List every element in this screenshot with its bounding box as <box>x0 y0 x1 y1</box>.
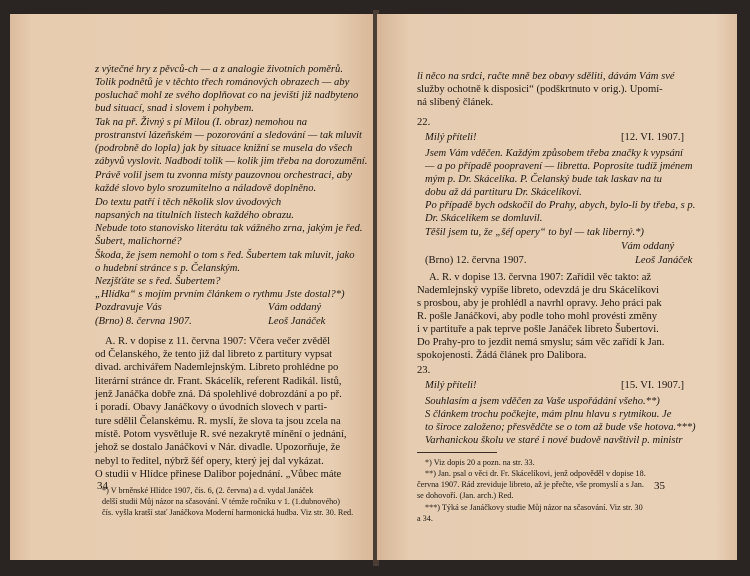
text-line: i poradí. Obavy Janáčkovy o úvodních slovech v parti- <box>95 402 328 413</box>
footnote-line: delší studii Můj názor na sčasování. V témže ročníku v 1. (1.dubnového) <box>102 497 340 506</box>
text-line: Milý příteli! <box>425 132 477 143</box>
text-line: to široce založeno; přesvědčte se o tom až bude vše hotova.***) <box>425 422 696 433</box>
text-line: Tak na př. Živný s pí Milou (I. obraz) nemohou na <box>95 117 308 128</box>
text-line: „Hlídka“ s mojím prvním článkem o rythmu Jste dostal?*) <box>95 289 345 300</box>
text-line: Leoš Janáček <box>268 316 326 327</box>
text-line: posluchač mohl ze svého doplňovat co na jevišti již nadbyteno <box>95 90 359 101</box>
text-line: služby ochotně k disposici“ (podškrtnuto v orig.). Upomí- <box>417 84 663 95</box>
text-line: (podrobně do lopla) jak by situace knižní se musela do všech <box>95 143 353 154</box>
text-line: Leoš Janáček <box>635 255 693 266</box>
text-line: 23. <box>417 365 431 376</box>
footnote-line: *) Viz dopis 20 a pozn. na str. 33. <box>425 458 535 467</box>
text-line: ná slíbený článek. <box>417 97 494 108</box>
text-line: každé slovo bylo srozumitelno a náladově doplněno. <box>95 183 317 194</box>
text-line: — a po případě poopravení — libretta. Poprosíte tudíž jménem <box>425 161 693 172</box>
text-line: Šubert, malichorné? <box>95 236 182 247</box>
page-number: 35 <box>654 480 665 492</box>
text-line: Vám oddaný <box>621 241 675 252</box>
text-line: mým p. Dr. Skácelíka. P. Čelanský bude tak laskav na tu <box>425 174 662 185</box>
footnote-divider <box>417 452 497 453</box>
text-line: od Čelanského, že tento již dal libreto z partitury vypsat <box>95 349 333 360</box>
text-line: 22. <box>417 117 431 128</box>
text-line: Nademlejnský vypíše libreto, odevzdá je dru Skácelíkovi <box>417 285 660 296</box>
text-line: Souhlasím a jsem vděčen za Vaše uspořádání všeho.**) <box>425 396 660 407</box>
text-line: dobu až dá partituru Dr. Skácelíkovi. <box>425 187 582 198</box>
text-line: prostranství lázeňském — pozorování a sledování — tak mluvit <box>95 130 362 141</box>
left-page <box>10 14 375 560</box>
text-line: divad. archivářem Nademlejnským. Libreto prohlédne po <box>95 362 339 373</box>
text-line: Varhanickou školu ve staré i nové budově navštívil p. ministr <box>425 435 683 446</box>
text-line: li něco na srdci, račte mně bez obavy sděliti, dávám Vám své <box>417 71 675 82</box>
text-line: S článkem trochu počkejte, mám plnu hlavu s rytmikou. Je <box>425 409 672 420</box>
page-number: 34 <box>97 480 108 492</box>
text-line: bud situací, snad i slovem i pohybem. <box>95 103 254 114</box>
text-line: Škoda, že jsem nemohl o tom s řed. Šubertem tak mluvit, jako <box>95 250 355 261</box>
text-line: jenž Janáčka dobře zná. Dá spolehlivé dobrozdání a po př. <box>95 389 342 400</box>
text-line: Těšil jsem tu, že „šéf opery“ to byl — tak liberný.*) <box>425 227 644 238</box>
footnote-line: a 34. <box>417 514 433 523</box>
text-line: Jsem Vám vděčen. Každým způsobem třeba značky k vypsání <box>425 148 684 159</box>
text-line: místě. Potom vysvětluje R. své nezakrytě mínění o jednání, <box>95 429 347 440</box>
text-line: Po případě bych odskočil do Prahy, abych, bylo-li by třeba, s p. <box>425 200 696 211</box>
text-line: Právě volil jsem tu zvonna místy pauzovnou orchestraci, aby <box>95 170 353 181</box>
text-line: Do textu patří i těch několik slov úvodových <box>95 197 282 208</box>
right-page <box>377 14 737 560</box>
text-line: nebyl to ředitel, nýbrž šéf opery, který jej dal vykázat. <box>95 456 324 467</box>
footnote-line: čís. vyšla kratší stať Janáčkova Moderní harmonická hudba. Viz str. 30. Red. <box>102 508 354 517</box>
text-line: (Brno) 12. června 1907. <box>425 255 527 266</box>
text-line: z výtečné hry z pěvců-ch — a z analogie životních poměrů. <box>95 64 344 75</box>
text-line: O studii v Hlídce přinese Dalibor pojednání. „Vůbec máte <box>95 469 342 480</box>
footnote-line: ***) Týká se Janáčkovy studie Můj názor na sčasování. Viz str. 30 <box>425 503 643 512</box>
text-line: A. R. v dopise z 11. června 1907: Včera večer zvěděl <box>105 336 331 347</box>
text-line: Tolik podnětů je v těchto třech románových obrazech — aby <box>95 77 350 88</box>
text-line: [12. VI. 1907.] <box>621 132 685 143</box>
footnote-line: června 1907. Rád zreviduje libreto, až je přečte, vše promyslí a s Jan. <box>417 480 644 489</box>
text-line: Vám oddaný <box>268 302 322 313</box>
text-line: i v partituře a pak teprve pošle Janáček libreto Šubertovi. <box>417 324 659 335</box>
text-line: jehož se dostalo Janáčkovi v Nár. divadle. Upozorňuje, že <box>95 442 341 453</box>
text-line: [15. VI. 1907.] <box>621 380 685 391</box>
text-line: Milý příteli! <box>425 380 477 391</box>
text-line: spokojenosti. Žádá článek pro Dalibora. <box>417 350 587 361</box>
text-line: zábyvů vyslovit. Nadbodí tolik — kolik jim třeba na dorozumění. <box>95 156 368 167</box>
footnote-line: *) V brněnské Hlídce 1907, čís. 6, (2. června) a d. vydal Janáček <box>102 486 314 495</box>
text-line: s prosbou, aby je prohlédl a navrhl opravy. Jeho práci pak <box>417 298 662 309</box>
text-line: R. pošle Janáčkovi, aby podle toho mohl provésti změny <box>417 311 658 322</box>
text-line: (Brno) 8. června 1907. <box>95 316 192 327</box>
footnote-line: **) Jan. psal o věci dr. Fr. Skácelíkovi, jenž odpověděl v dopise 18. <box>425 469 646 478</box>
text-line: o hudební stránce s p. Čelanským. <box>95 263 241 274</box>
text-line: A. R. v dopise 13. června 1907: Zařídil věc takto: až <box>429 272 652 283</box>
text-line: ture sdělil Čelanskému. R. myslí, že slova ta jsou zcela na <box>95 416 341 427</box>
text-line: Dr. Skácelíkem se domluvil. <box>425 213 543 224</box>
text-line: Pozdravuje Vás <box>95 302 162 313</box>
text-line: napsaných na titulních listech každého obrazu. <box>95 210 294 221</box>
text-line: Do Prahy-pro to jezdit nemá smyslu; sám věc zařídí k Jan. <box>417 337 665 348</box>
footnote-line: se dohovoří. (Jan. arch.) Red. <box>417 491 514 500</box>
text-line: Nebude toto stanovisko literátu tak vážného zrna, jakým je řed. <box>95 223 363 234</box>
text-line: Nezjšťáte se s řed. Šubertem? <box>95 276 221 287</box>
text-line: literární stránce dr. Frant. Skácelík, referent Radikál. listů, <box>95 376 342 387</box>
